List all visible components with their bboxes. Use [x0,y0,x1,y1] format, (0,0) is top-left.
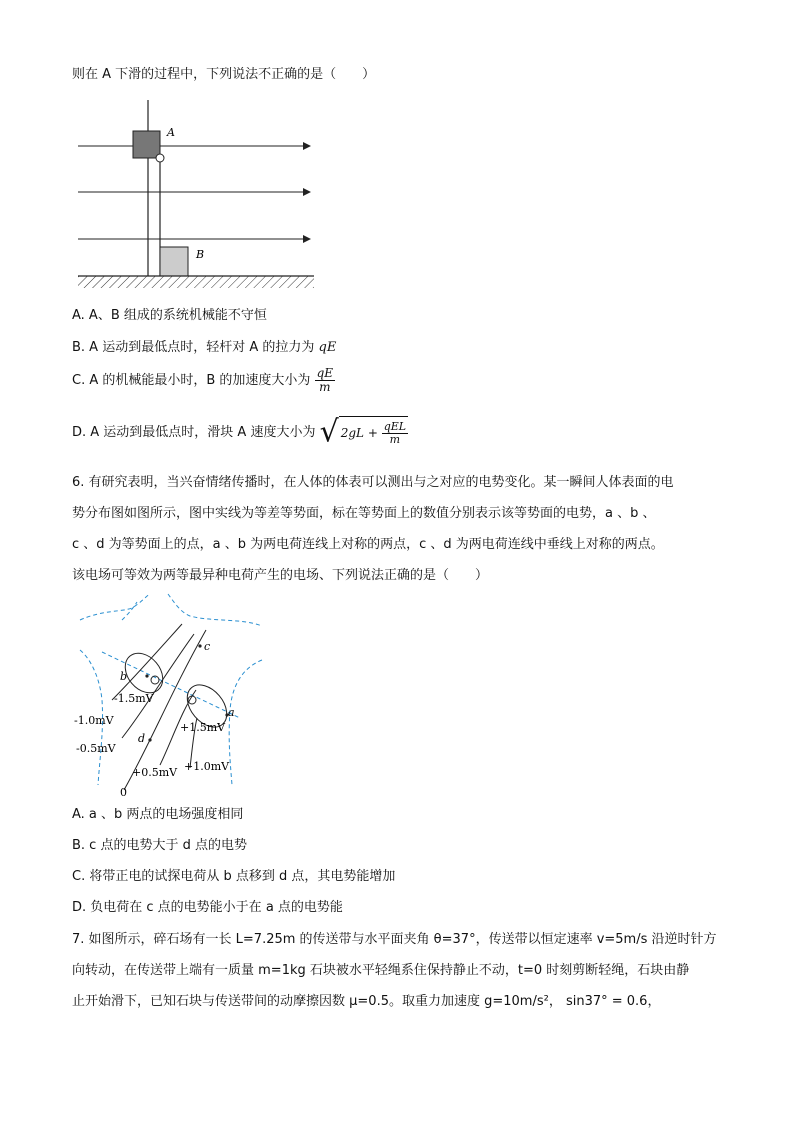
label-neg-1.0: -1.0mV [74,714,114,727]
q5-option-d-sqrt: √ 2gL + $\frac{\text{qEL}}{m}$ [319,414,407,450]
q5-option-a: A. A、B 组成的系统机械能不守恒 [72,308,267,323]
q7-line-3: 止开始滑下，已知石块与传送带间的动摩擦因数 μ=0.5。取重力加速度 g=10m/s²， sin37° = 0.6， [72,994,661,1009]
label-a: a [228,706,235,719]
label-d: d [138,732,146,745]
label-pos-1.0: +1.0mV [184,760,230,773]
q5-option-b-formula: qE [318,340,337,355]
point-d [148,738,151,741]
q5-option-d-fraction [382,421,408,446]
q5-stem: 则在 A 下滑的过程中，下列说法不正确的是（ ） [72,67,376,82]
q5-option-b-text: B. A 运动到最低点时，轻杆对 A 的拉力为 [72,340,319,355]
q6-line-3: c 、d 为等势面上的点，a 、b 为两电荷连线上对称的两点，c 、d 为两电荷连线中垂线上对称的两点。 [72,537,664,552]
label-pos-1.5: +1.5mV [180,721,226,734]
block-a [133,131,160,158]
ground-hatch [78,276,314,288]
q5-option-d-first: 2gL + [340,426,382,440]
label-b: b [120,670,128,683]
q5-figure [72,96,322,296]
q5-option-d-den: m [389,433,401,446]
q5-option-d-text: D. A 运动到最低点时，滑块 A 速度大小为 [72,425,320,440]
label-c: c [204,640,211,653]
q6-option-d: D. 负电荷在 c 点的电势能小于在 a 点的电势能 [72,900,343,915]
label-a: A [167,126,175,139]
q6-line-2: 势分布图如图所示，图中实线为等差等势面，标在等势面上的数值分别表示该等势面的电势，a 、b 、 [72,506,656,521]
q6-line-1: 6. 有研究表明，当兴奋情绪传播时，在人体的体表可以测出与之对应的电势变化。某一瞬间人体表面的电 [72,475,674,490]
q6-figure [72,590,272,800]
q6-option-b: B. c 点的电势大于 d 点的电势 [72,838,247,853]
body-outline [80,594,262,626]
q6-line-4: 该电场可等效为两等最异种电荷产生的电场、下列说法正确的是（ ） [72,568,489,583]
body-outline-top-left [122,602,137,620]
q5-option-c-fraction [315,367,335,394]
q5-option-c-text: C. A 的机械能最小时，B 的加速度大小为 [72,373,315,388]
label-neg-1.5: -1.5mV [114,692,154,705]
q6-option-a: A. a 、b 两点的电场强度相同 [72,807,244,822]
q5-option-c-num: qE [316,366,334,380]
block-b [160,247,188,276]
q5-option-d-num: qEL [383,420,407,433]
charge-axis [102,652,240,718]
hinge-a [156,154,164,162]
q5-option-c [72,366,335,396]
q5-option-b [72,339,336,357]
label-neg-0.5: -0.5mV [76,742,116,755]
q6-option-c: C. 将带正电的试探电荷从 b 点移到 d 点，其电势能增加 [72,869,396,884]
label-b: B [196,248,205,261]
point-b [145,674,148,677]
q7-line-1: 7. 如图所示，碎石场有一长 L=7.25m 的传送带与水平面夹角 θ=37°，传送带以恒定速率 v=5m/s 沿逆时针方 [72,932,717,947]
q5-option-c-den: m [319,380,331,394]
label-zero: 0 [120,786,127,799]
point-c [198,644,201,647]
q7-line-2: 向转动，在传送带上端有一质量 m=1kg 石块被水平轻绳系住保持静止不动，t=0 时刻剪断轻绳，石块由静 [72,963,690,978]
q5-option-d [72,416,408,449]
label-pos-0.5: +0.5mV [132,766,178,779]
body-outline-right [229,660,262,785]
